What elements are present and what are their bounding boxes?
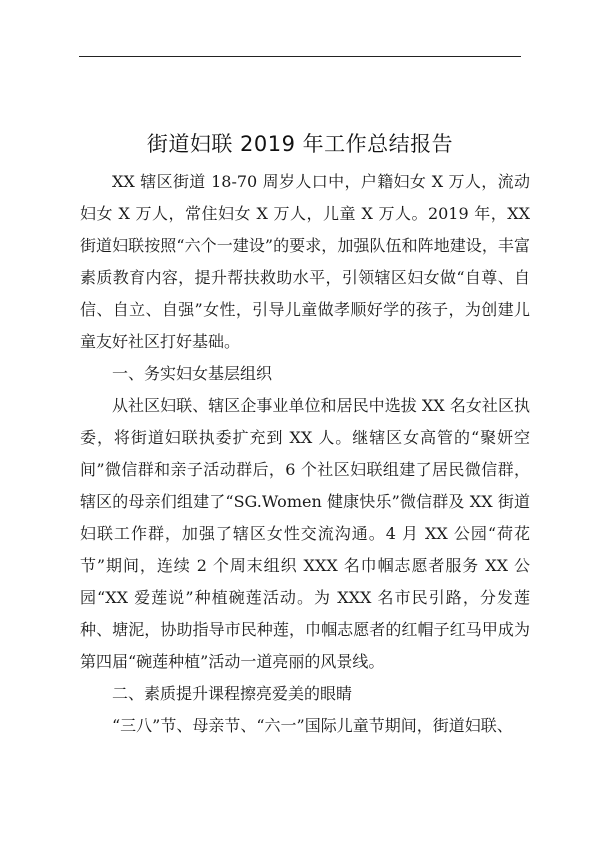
document-body: [80, 166, 530, 742]
section-heading-1: 一、务实妇女基层组织: [112, 364, 273, 383]
section-1-paragraph: 从社区妇联、辖区企事业单位和居民中选拔 XX 名女社区执委，将街道妇联执委扩充到 XX 人。继辖区女高管的“聚妍空间”微信群和亲子活动群后，6 个社区妇联组建了居民微信群，辖区的母亲们组建了“SG.Women 健康快乐”微信群及 XX 街道妇联工作群，加强了辖区女性交流沟通。4 月 XX 公园“荷花节”期间，连续 2 个周末组织 XXX 名巾帼志愿者服务 XX 公园“XX 爱莲说”种植碗莲活动。为 XXX 名市民引路，分发莲种、塘泥，协助指导市民种莲，巾帼志愿者的红帽子红马甲成为第四届“碗莲种植”活动一道亮丽的风景线。: [80, 396, 530, 671]
intro-paragraph: XX 辖区街道 18-70 周岁人口中，户籍妇女 X 万人，流动妇女 X 万人，常住妇女 X 万人，儿童 X 万人。2019 年，XX 街道妇联按照“六个一建设”的要求，加强队伍和阵地建设，丰富素质教育内容，提升帮扶救助水平，引领辖区妇女做“自尊、自信、自立、自强”女性，引导儿童做孝顺好学的孩子，为创建儿童友好社区打好基础。: [80, 172, 530, 351]
section-heading-2: 二、素质提升课程擦亮爱美的眼睛: [112, 684, 353, 703]
document-title: 街道妇联 2019 年工作总结报告: [146, 132, 454, 156]
header-rule: [79, 56, 521, 57]
section-2-paragraph: “三八”节、母亲节、“六一”国际儿童节期间，街道妇联、: [112, 716, 513, 735]
